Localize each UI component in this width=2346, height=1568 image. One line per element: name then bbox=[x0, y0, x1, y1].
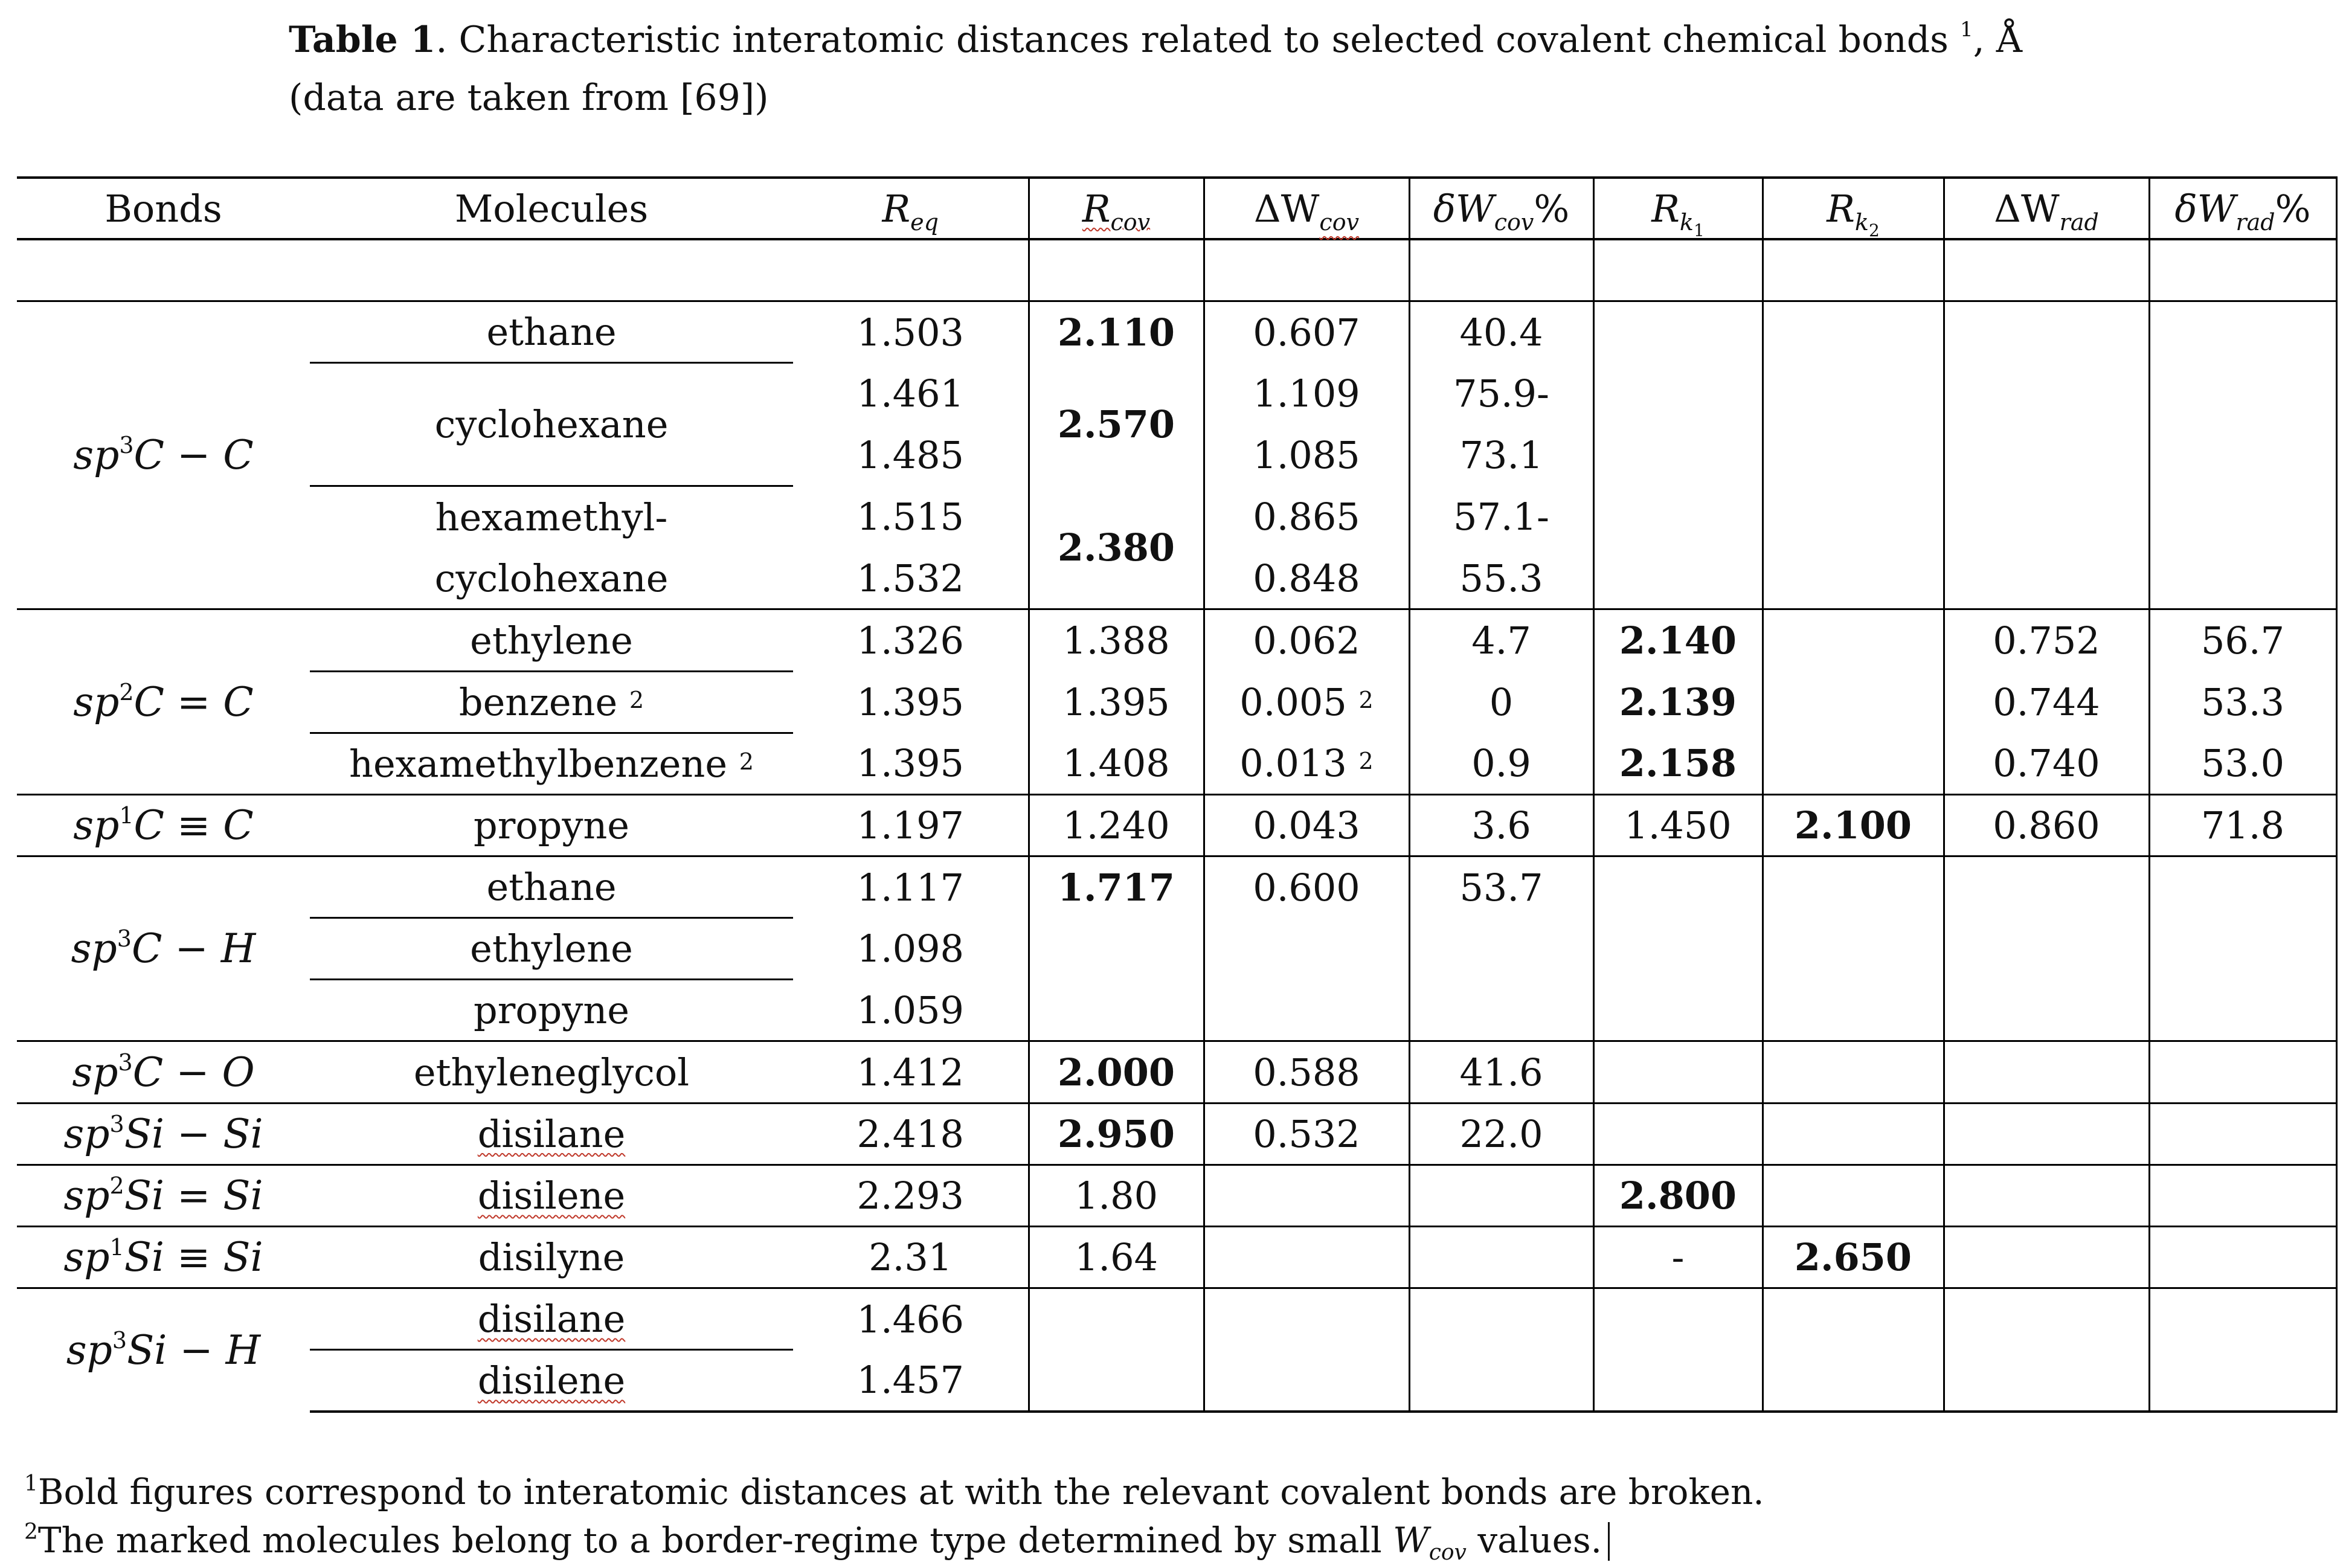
table-row: $sp^3Si - H$ disilane 1.466 bbox=[17, 1288, 2336, 1350]
molecule-cell: disilane bbox=[310, 1288, 793, 1350]
table-row: cyclohexane 1.532 0.848 55.3 bbox=[17, 548, 2336, 609]
bond-cell: $sp^1C \equiv C$ bbox=[17, 794, 310, 856]
molecule-cell: disilene bbox=[310, 1165, 793, 1226]
molecule-cell: disilene bbox=[310, 1350, 793, 1412]
table-row: $sp^3Si - Si$ disilane 2.418 2.950 0.532 22.0 bbox=[17, 1103, 2336, 1165]
header-rk1: $R_{k_1}$ bbox=[1593, 178, 1763, 239]
table-caption bbox=[289, 11, 2282, 127]
table-row: hexamethyl- 1.515 2.380 0.865 57.1- bbox=[17, 486, 2336, 548]
footnotes bbox=[24, 1468, 2319, 1564]
caption-text: . Characteristic interatomic distances related to selected covalent chemical bonds bbox=[435, 19, 1949, 61]
header-bonds: Bonds bbox=[17, 178, 310, 239]
bond-cell: $sp^2C = C$ bbox=[17, 609, 310, 794]
bond-cell: $sp^3C - O$ bbox=[17, 1041, 310, 1103]
footnote-1: $^1$Bold figures correspond to interatomic distances at with the relevant covalent bonds are broken. bbox=[24, 1471, 1764, 1512]
molecule-cell: cyclohexane bbox=[434, 556, 669, 600]
text-cursor bbox=[1608, 1522, 1610, 1561]
table-row: $sp^3C - H$ ethane 1.117 1.717 0.600 53.7 bbox=[17, 856, 2336, 918]
table-row: propyne 1.059 bbox=[17, 980, 2336, 1041]
molecule-cell: cyclohexane bbox=[310, 362, 793, 486]
caption-label: Table 1 bbox=[289, 19, 436, 61]
bond-cell: $sp^2Si = Si$ bbox=[17, 1165, 310, 1226]
table-row: $sp^1Si \equiv Si$ disilyne 2.31 1.64 - 2.650 bbox=[17, 1226, 2336, 1288]
table-row: hexamethylbenzene 2 1.395 1.408 0.013 2 0.9 2.158 0.740 53.0 bbox=[17, 733, 2336, 794]
molecule-cell: disilane bbox=[310, 1103, 793, 1165]
header-pwcov: $\delta W_{cov}\%$ bbox=[1409, 178, 1593, 239]
header-req: $R_{eq}$ bbox=[793, 178, 1029, 239]
table-row: $sp^2Si = Si$ disilene 2.293 1.80 2.800 bbox=[17, 1165, 2336, 1226]
table-row: ethylene 1.098 bbox=[17, 918, 2336, 980]
molecule-cell: ethyleneglycol bbox=[310, 1041, 793, 1103]
caption-source: (data are taken from [69]) bbox=[289, 77, 769, 119]
molecule-cell: ethylene bbox=[310, 918, 793, 980]
caption-note-mark: 1 bbox=[1960, 18, 1973, 42]
header-molecules: Molecules bbox=[310, 178, 793, 239]
header-rcov: $R_{cov}$ bbox=[1029, 178, 1204, 239]
table-row: $sp^2C = C$ ethylene 1.326 1.388 0.062 4.7 2.140 0.752 56.7 bbox=[17, 609, 2336, 671]
table-row: $sp^1C \equiv C$ propyne 1.197 1.240 0.043 3.6 1.450 2.100 0.860 71.8 bbox=[17, 794, 2336, 856]
bond-cell: $sp^3C - H$ bbox=[17, 856, 310, 1041]
bond-cell: $sp^3C - C$ bbox=[17, 301, 310, 609]
molecule-cell: ethylene bbox=[310, 609, 793, 671]
molecule-cell: propyne bbox=[310, 794, 793, 856]
bond-cell: $sp^1Si \equiv Si$ bbox=[17, 1226, 310, 1288]
molecule-cell: ethane bbox=[310, 856, 793, 918]
bond-cell: $sp^3Si - H$ bbox=[17, 1288, 310, 1412]
bond-distance-table bbox=[17, 176, 2338, 1413]
molecule-cell: propyne bbox=[474, 988, 629, 1033]
header-rk2: $R_{k_2}$ bbox=[1763, 178, 1944, 239]
molecule-cell: ethane bbox=[310, 301, 793, 362]
header-dwrad: $\Delta W_{rad}$ bbox=[1944, 178, 2149, 239]
bond-cell: $sp^3Si - Si$ bbox=[17, 1103, 310, 1165]
table-row: benzene 2 1.395 1.395 0.005 2 0 2.139 0.744 53.3 bbox=[17, 671, 2336, 733]
molecule-cell: disilyne bbox=[310, 1226, 793, 1288]
header-dwcov: $\Delta W_{cov}$ bbox=[1204, 178, 1409, 239]
header-pwrad: $\delta W_{rad}\%$ bbox=[2149, 178, 2336, 239]
table-row: 1.485 1.085 73.1 bbox=[17, 425, 2336, 486]
molecule-cell: hexamethyl- bbox=[435, 495, 668, 540]
caption-unit: , Å bbox=[1973, 19, 2023, 61]
molecule-cell: benzene 2 bbox=[310, 671, 793, 733]
table-row: cyclohexane 1.461 2.570 1.109 75.9- bbox=[17, 362, 2336, 424]
blank-row bbox=[17, 239, 2336, 301]
header-row bbox=[17, 178, 2336, 239]
table-row: $sp^3C - O$ ethyleneglycol 1.412 2.000 0.588 41.6 bbox=[17, 1041, 2336, 1103]
footnote-2: $^2$The marked molecules belong to a border-regime type determined by small $W_{cov}$ values. bbox=[24, 1516, 2319, 1564]
molecule-cell: hexamethylbenzene 2 bbox=[349, 741, 754, 786]
table-row: $sp^3C - C$ ethane 1.503 2.110 0.607 40.4 bbox=[17, 301, 2336, 362]
table-row: disilene 1.457 bbox=[17, 1350, 2336, 1412]
